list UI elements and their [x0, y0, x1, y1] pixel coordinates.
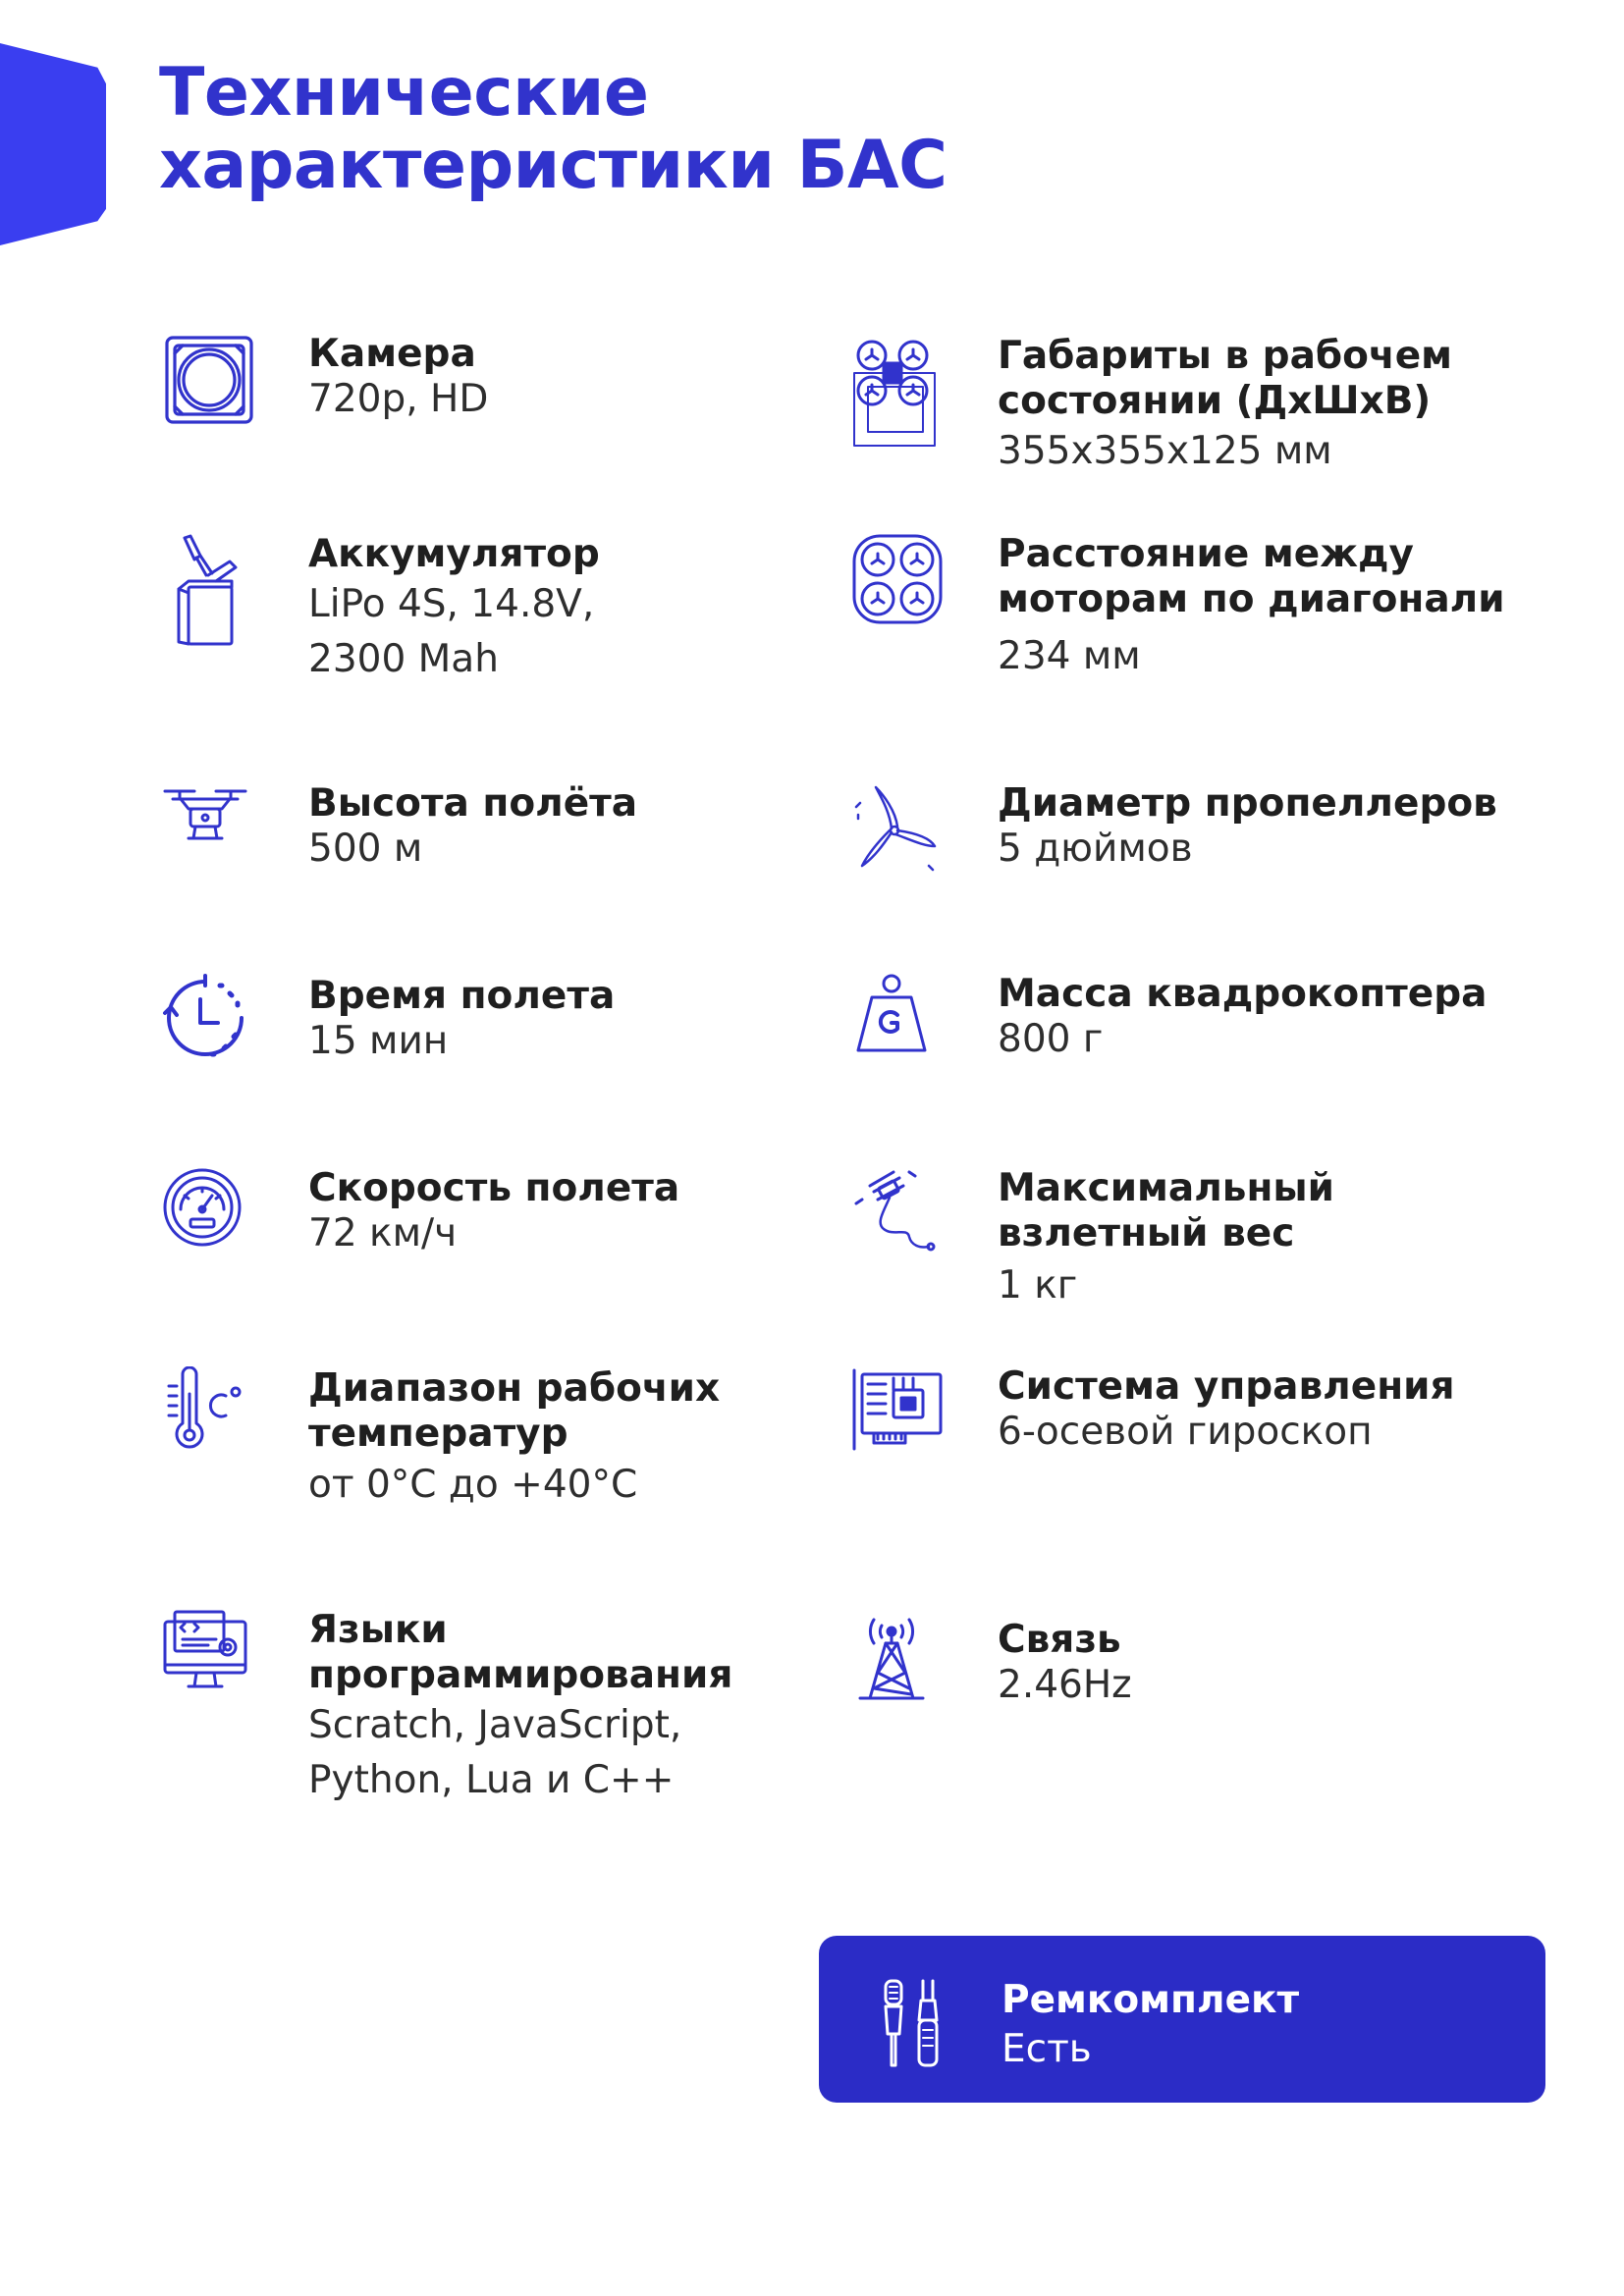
thermometer-icon	[161, 1366, 244, 1455]
spec-label-line2: состоянии (ДхШхВ)	[998, 379, 1432, 423]
spec-label	[308, 1366, 819, 1457]
battery-icon	[171, 532, 249, 650]
spec-value	[308, 1698, 819, 1808]
spec-label: Связь	[998, 1618, 1121, 1662]
spec-label-line2: температур	[308, 1412, 568, 1456]
spec-value: 6-осевой гироскоп	[998, 1410, 1373, 1454]
spec-value: 72 км/ч	[308, 1211, 458, 1255]
spec-value: 720p, HD	[308, 377, 489, 421]
propeller-icon	[850, 781, 939, 876]
spec-label: Скорость полета	[308, 1166, 680, 1210]
antenna-tower-icon	[850, 1610, 933, 1704]
spec-value-line1: Scratch, JavaScript,	[308, 1703, 682, 1747]
page-title-line2: характеристики БАС	[159, 127, 947, 204]
speedometer-icon	[161, 1166, 244, 1249]
spec-value-line2: Python, Lua и С++	[308, 1758, 675, 1802]
spec-label: Высота полёта	[308, 781, 638, 826]
spec-label-line1: Языки	[308, 1608, 448, 1652]
camera-lens-icon	[161, 332, 259, 430]
spec-label	[998, 1166, 1547, 1256]
spec-label: Камера	[308, 332, 476, 376]
spec-label-line2: моторам по диагонали	[998, 577, 1505, 621]
repair-kit-card	[819, 1936, 1545, 2103]
spec-label: Время полета	[308, 974, 616, 1018]
quadcopter-top-icon	[850, 532, 945, 626]
code-monitor-icon	[161, 1608, 249, 1696]
spec-value: 234 мм	[998, 634, 1141, 678]
spec-value: 1 кг	[998, 1263, 1078, 1308]
spec-label	[308, 1608, 819, 1698]
corner-decoration	[0, 43, 106, 245]
spec-value: 5 дюймов	[998, 827, 1193, 871]
spec-value: 800 г	[998, 1017, 1104, 1061]
spec-label-line2: программирования	[308, 1653, 733, 1697]
spec-label	[998, 532, 1547, 622]
drone-icon	[161, 781, 249, 850]
spec-label-line1: Диапазон рабочих	[308, 1366, 721, 1411]
timer-icon	[161, 974, 249, 1062]
circuit-board-icon	[850, 1364, 945, 1453]
spec-label-line1: Расстояние между	[998, 532, 1414, 576]
repair-kit-label: Ремкомплект	[1001, 1978, 1300, 2022]
spec-value-line2: 2300 Mah	[308, 637, 499, 681]
repair-kit-value: Есть	[1001, 2027, 1092, 2071]
spec-label-line1: Максимальный	[998, 1166, 1335, 1210]
spec-value	[308, 577, 819, 687]
spec-label: Масса квадрокоптера	[998, 972, 1488, 1016]
spec-value: 15 мин	[308, 1019, 449, 1063]
spec-value: 500 м	[308, 827, 423, 871]
spec-value: 355x355x125 мм	[998, 429, 1332, 473]
page-title	[159, 54, 947, 204]
spec-label-line2: взлетный вес	[998, 1211, 1295, 1255]
spec-label-line1: Габариты в рабочем	[998, 334, 1453, 378]
spec-value-line1: LiPo 4S, 14.8V,	[308, 582, 595, 626]
spec-value: от 0°C до +40°C	[308, 1463, 638, 1507]
tools-icon	[876, 1977, 954, 2071]
spec-label	[998, 334, 1547, 424]
page-title-line1: Технические	[159, 54, 649, 132]
weight-icon	[850, 972, 933, 1060]
spec-label: Аккумулятор	[308, 532, 600, 576]
spec-label: Диаметр пропеллеров	[998, 781, 1497, 826]
spec-label: Система управления	[998, 1364, 1455, 1409]
drone-dimensions-icon	[850, 334, 939, 452]
drone-path-icon	[850, 1166, 939, 1264]
spec-value: 2.46Hz	[998, 1663, 1132, 1707]
